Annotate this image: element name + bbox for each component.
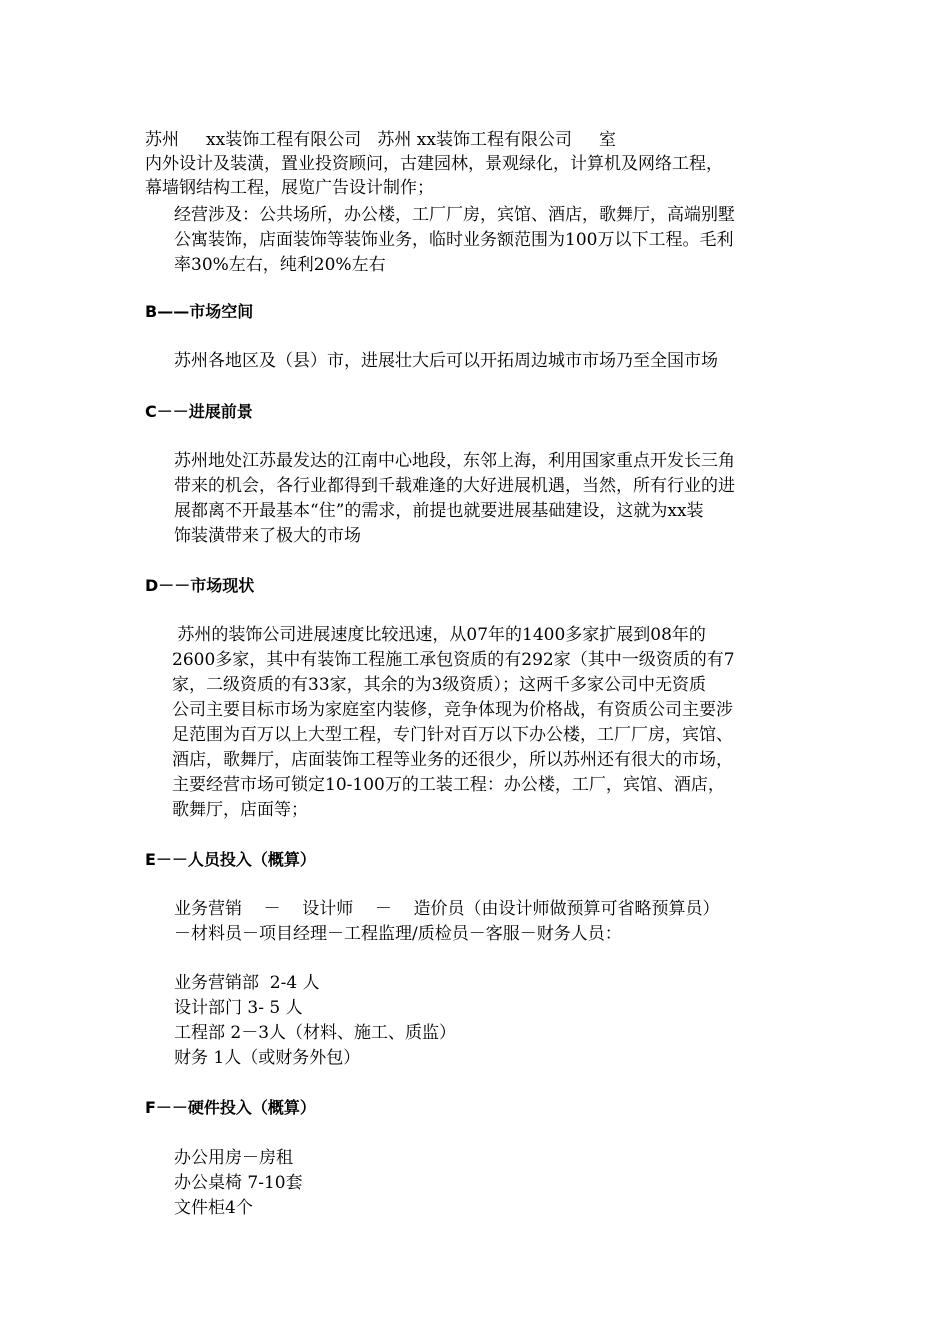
paragraph-line: 带来的机会，各行业都得到千载难逢的大好进展机遇，当然，所有行业的进 [174,476,735,496]
intro-line: 内外设计及装潢，置业投资顾问，古建园林，景观绿化，计算机及网络工程， [145,154,723,174]
section-heading-e: E－－人员投入（概算） [145,850,316,869]
paragraph-line: 酒店，歌舞厅，店面装饰工程等业务的还很少，所以苏州还有很大的市场， [172,750,733,770]
paragraph-line: 足范围为百万以上大型工程，专门针对百万以下办公楼，工厂厂房，宾馆、 [172,725,733,745]
paragraph-line: 苏州各地区及（县）市，进展壮大后可以开拓周边城市市场乃至全国市场 [174,351,718,371]
paragraph-line: 主要经营市场可锁定10-100万的工装工程：办公楼，工厂，宾馆、酒店， [172,775,725,795]
paragraph-line: －材料员－项目经理－工程监理/质检员－客服－财务人员： [174,924,622,944]
paragraph-line: 2600多家，其中有装饰工程施工承包资质的有292家（其中一级资质的有7 [172,650,735,670]
list-item: 工程部 2－3人（材料、施工、质监） [174,1023,457,1043]
paragraph-line: 苏州地处江苏最发达的江南中心地段，东邻上海，利用国家重点开发长三角 [174,451,735,471]
section-heading-b: B——市场空间 [145,302,254,321]
paragraph-line: 歌舞厅，店面等； [172,800,308,820]
list-item: 财务 1人（或财务外包） [174,1048,361,1068]
paragraph-line: 展都离不开最基本“住”的需求，前提也就要进展基础建设，这就为xx装 [174,501,704,521]
list-item: 办公桌椅 7-10套 [174,1173,303,1193]
section-heading-d: D－－市场现状 [145,576,255,595]
paragraph-line: 业务营销 － 设计师 － 造价员（由设计师做预算可省略预算员） [174,899,720,919]
scope-line: 经营涉及：公共场所，办公楼，工厂厂房，宾馆、酒店，歌舞厅，高端别墅 [174,205,735,225]
intro-line: 苏州 xx装饰工程有限公司 苏州 xx装饰工程有限公司 室 [145,130,617,150]
paragraph-line: 饰装潢带来了极大的市场 [174,526,361,546]
section-heading-c: C－－进展前景 [145,402,253,421]
scope-line: 公寓装饰，店面装饰等装饰业务，临时业务额范围为100万以下工程。毛利 [174,230,734,250]
scope-line: 率30%左右，纯利20%左右 [174,255,386,275]
list-item: 文件柜4个 [174,1198,253,1218]
section-heading-f: F－－硬件投入（概算） [145,1098,316,1117]
paragraph-line: 公司主要目标市场为家庭室内装修，竞争体现为价格战，有资质公司主要涉 [172,700,733,720]
paragraph-line: 苏州的装饰公司进展速度比较迅速，从07年的1400多家扩展到08年的 [172,625,706,645]
intro-line: 幕墙钢结构工程，展览广告设计制作； [145,178,434,198]
list-item: 办公用房－房租 [174,1148,293,1168]
list-item: 设计部门 3- 5 人 [174,998,303,1018]
paragraph-line: 家，二级资质的有33家，其余的为3级资质）；这两千多家公司中无资质 [172,675,706,695]
list-item: 业务营销部 2-4 人 [174,973,320,993]
